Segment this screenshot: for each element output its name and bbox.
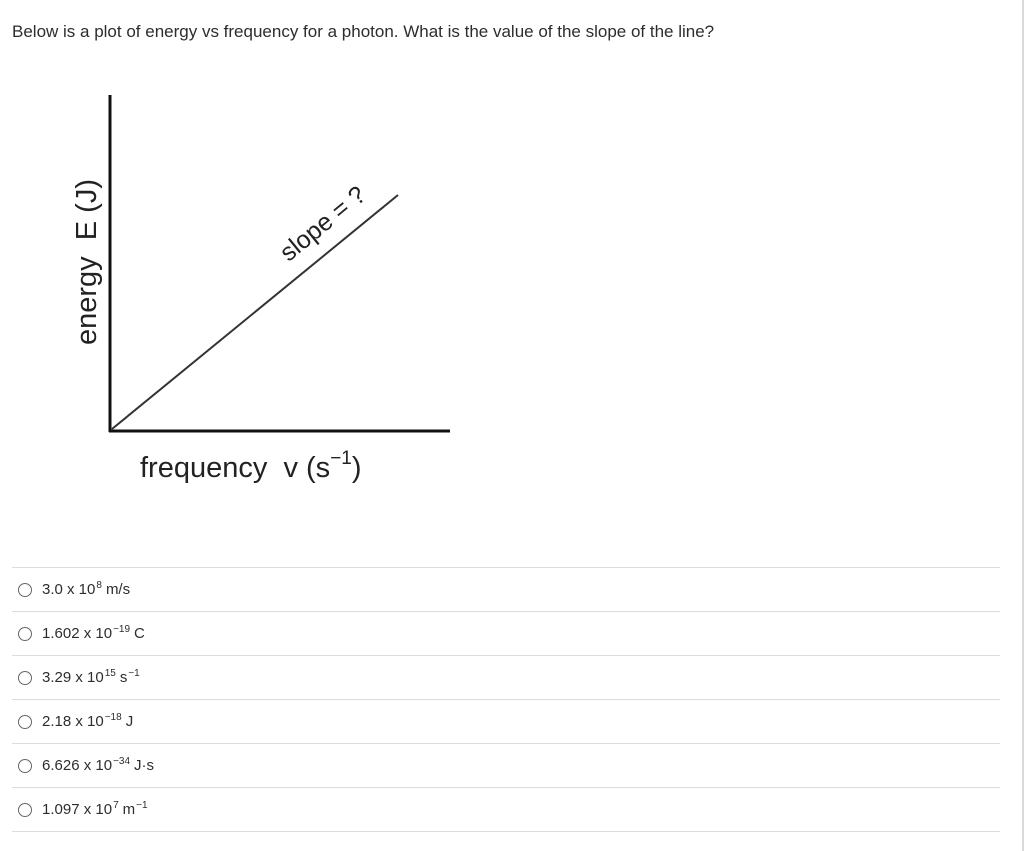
answer-option[interactable] — [12, 744, 1000, 788]
answer-label — [42, 581, 130, 598]
answer-exponent: 8 — [96, 580, 102, 591]
x-axis-label-text: frequency v (s — [140, 452, 331, 484]
answer-exponent: −18 — [104, 712, 122, 723]
answer-unit: J — [125, 713, 134, 730]
answer-unit: m/s — [105, 581, 131, 598]
radio-button[interactable] — [18, 583, 32, 597]
answer-option[interactable] — [12, 656, 1000, 700]
answer-base: 3.29 x 10 — [42, 669, 104, 686]
answer-unit: s — [119, 669, 128, 686]
question-text: Below is a plot of energy vs frequency for a photon. What is the value of the slope of the line? — [12, 22, 715, 41]
answer-option[interactable] — [12, 700, 1000, 744]
answer-base: 6.626 x 10 — [42, 757, 113, 774]
slope-line — [112, 195, 398, 429]
answer-label — [42, 757, 154, 774]
answer-base: 2.18 x 10 — [42, 713, 104, 730]
radio-button[interactable] — [18, 759, 32, 773]
answer-base: 1.097 x 10 — [42, 801, 113, 818]
x-axis-label-exponent: −1 — [330, 448, 352, 469]
line-label: slope = ? — [274, 180, 372, 267]
radio-button[interactable] — [18, 715, 32, 729]
answer-unit-exponent: −1 — [128, 668, 140, 679]
answer-list — [12, 567, 1000, 832]
answer-exponent: −19 — [113, 624, 131, 635]
answer-unit: J·s — [134, 757, 155, 774]
answer-base: 3.0 x 10 — [42, 581, 96, 598]
answer-label — [42, 625, 145, 642]
radio-button[interactable] — [18, 671, 32, 685]
radio-button[interactable] — [18, 627, 32, 641]
answer-exponent: 7 — [113, 800, 119, 811]
answer-unit: m — [122, 801, 136, 818]
answer-unit-exponent: −1 — [136, 800, 148, 811]
answer-option[interactable] — [12, 612, 1000, 656]
x-axis-label-close: ) — [351, 452, 362, 484]
energy-frequency-figure — [0, 0, 520, 520]
answer-option[interactable] — [12, 568, 1000, 612]
answer-unit: C — [134, 625, 145, 642]
radio-button[interactable] — [18, 803, 32, 817]
answer-option[interactable] — [12, 788, 1000, 832]
answer-base: 1.602 x 10 — [42, 625, 113, 642]
answer-label — [42, 713, 133, 730]
answer-label — [42, 801, 148, 818]
answer-exponent: 15 — [104, 668, 116, 679]
x-axis-label — [140, 448, 362, 484]
answer-label — [42, 669, 140, 686]
answer-exponent: −34 — [113, 756, 131, 767]
y-axis-label: energy E (J) — [71, 179, 103, 345]
